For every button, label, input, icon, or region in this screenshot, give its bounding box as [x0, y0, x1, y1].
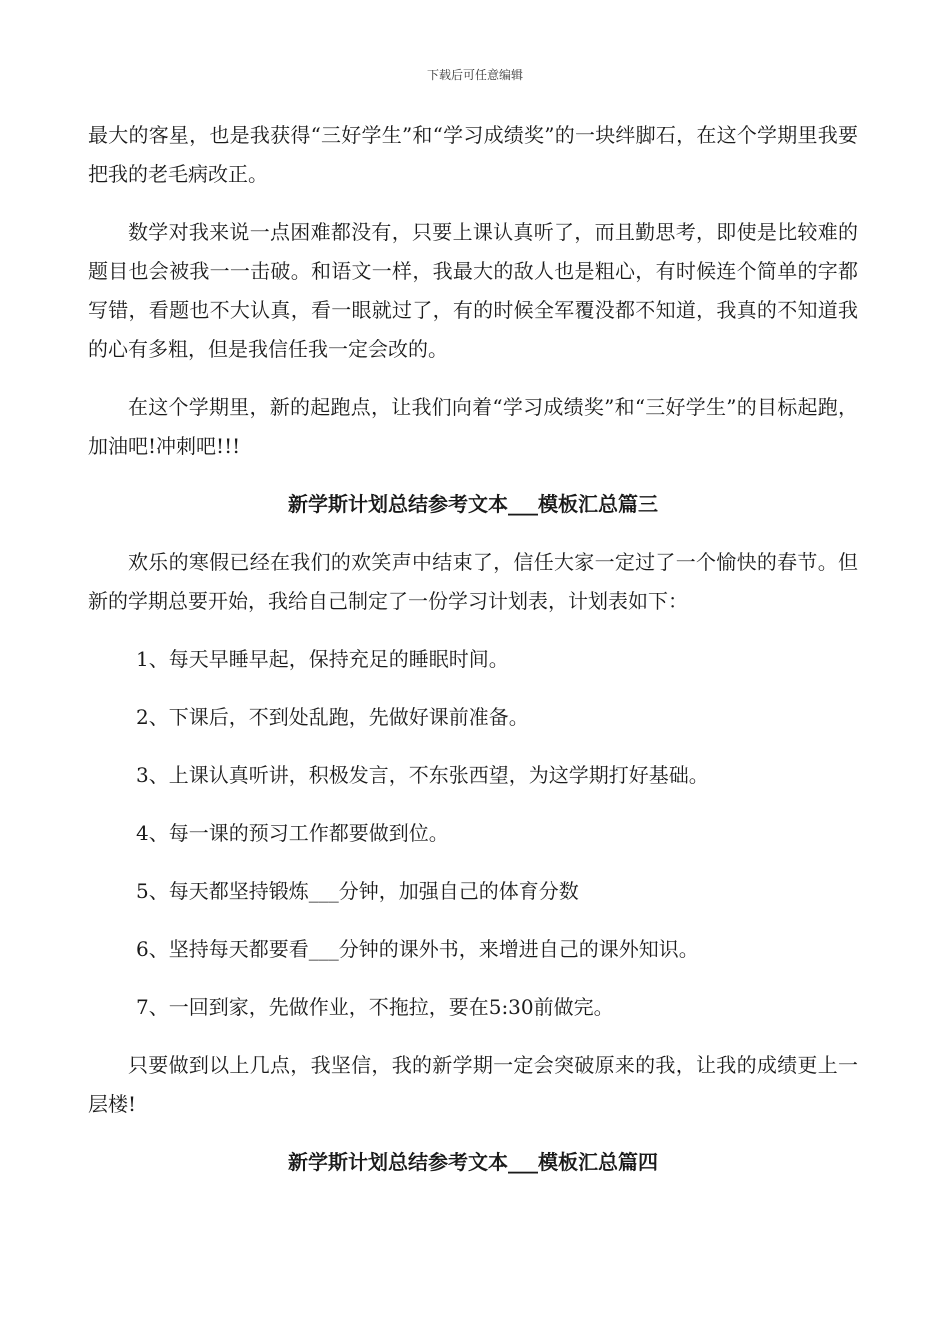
section-heading-four: 新学斯计划总结参考文本___模板汇总篇四 — [288, 1150, 658, 1174]
section-heading-three: 新学斯计划总结参考文本___模板汇总篇三 — [288, 492, 658, 516]
paragraph-goal: 在这个学期里，新的起跑点，让我们向着“学习成绩奖”和“三好学生”的目标起跑，加油吧!冲刺吧!!! — [88, 395, 858, 458]
paragraph-intro: 欢乐的寒假已经在我们的欢笑声中结束了，信任大家一定过了一个愉快的春节。但新的学期总要开始，我给自己制定了一份学习计划表，计划表如下： — [88, 550, 858, 613]
document-body — [88, 116, 858, 1201]
header-note: 下载后可任意编辑 — [426, 68, 523, 82]
paragraph-continuation: 最大的客星，也是我获得“三好学生”和“学习成绩奖”的一块绊脚石，在这个学期里我要把我的老毛病改正。 — [88, 123, 858, 186]
paragraph-conclusion: 只要做到以上几点，我坚信，我的新学期一定会突破原来的我，让我的成绩更上一层楼! — [88, 1053, 858, 1116]
plan-item: 7、一回到家，先做作业，不拖拉，要在5:30前做完。 — [136, 995, 614, 1019]
plan-item: 1、每天早睡早起，保持充足的睡眠时间。 — [136, 647, 509, 671]
plan-item: 2、下课后，不到处乱跑，先做好课前准备。 — [136, 705, 529, 729]
plan-item: 4、每一课的预习工作都要做到位。 — [136, 821, 449, 845]
plan-item: 5、每天都坚持锻炼___分钟，加强自己的体育分数 — [136, 879, 579, 903]
paragraph-math: 数学对我来说一点困难都没有，只要上课认真听了，而且勤思考，即使是比较难的题目也会被我一一击破。和语文一样，我最大的敌人也是粗心，有时候连个简单的字都写错，看题也不大认真，看一眼就过了，有的时候全军覆没都不知道，我真的不知道我的心有多粗，但是我信任我一定会改的。 — [88, 220, 858, 361]
plan-item: 3、上课认真听讲，积极发言，不东张西望，为这学期打好基础。 — [136, 763, 709, 787]
plan-item: 6、坚持每天都要看___分钟的课外书，来增进自己的课外知识。 — [136, 937, 699, 961]
